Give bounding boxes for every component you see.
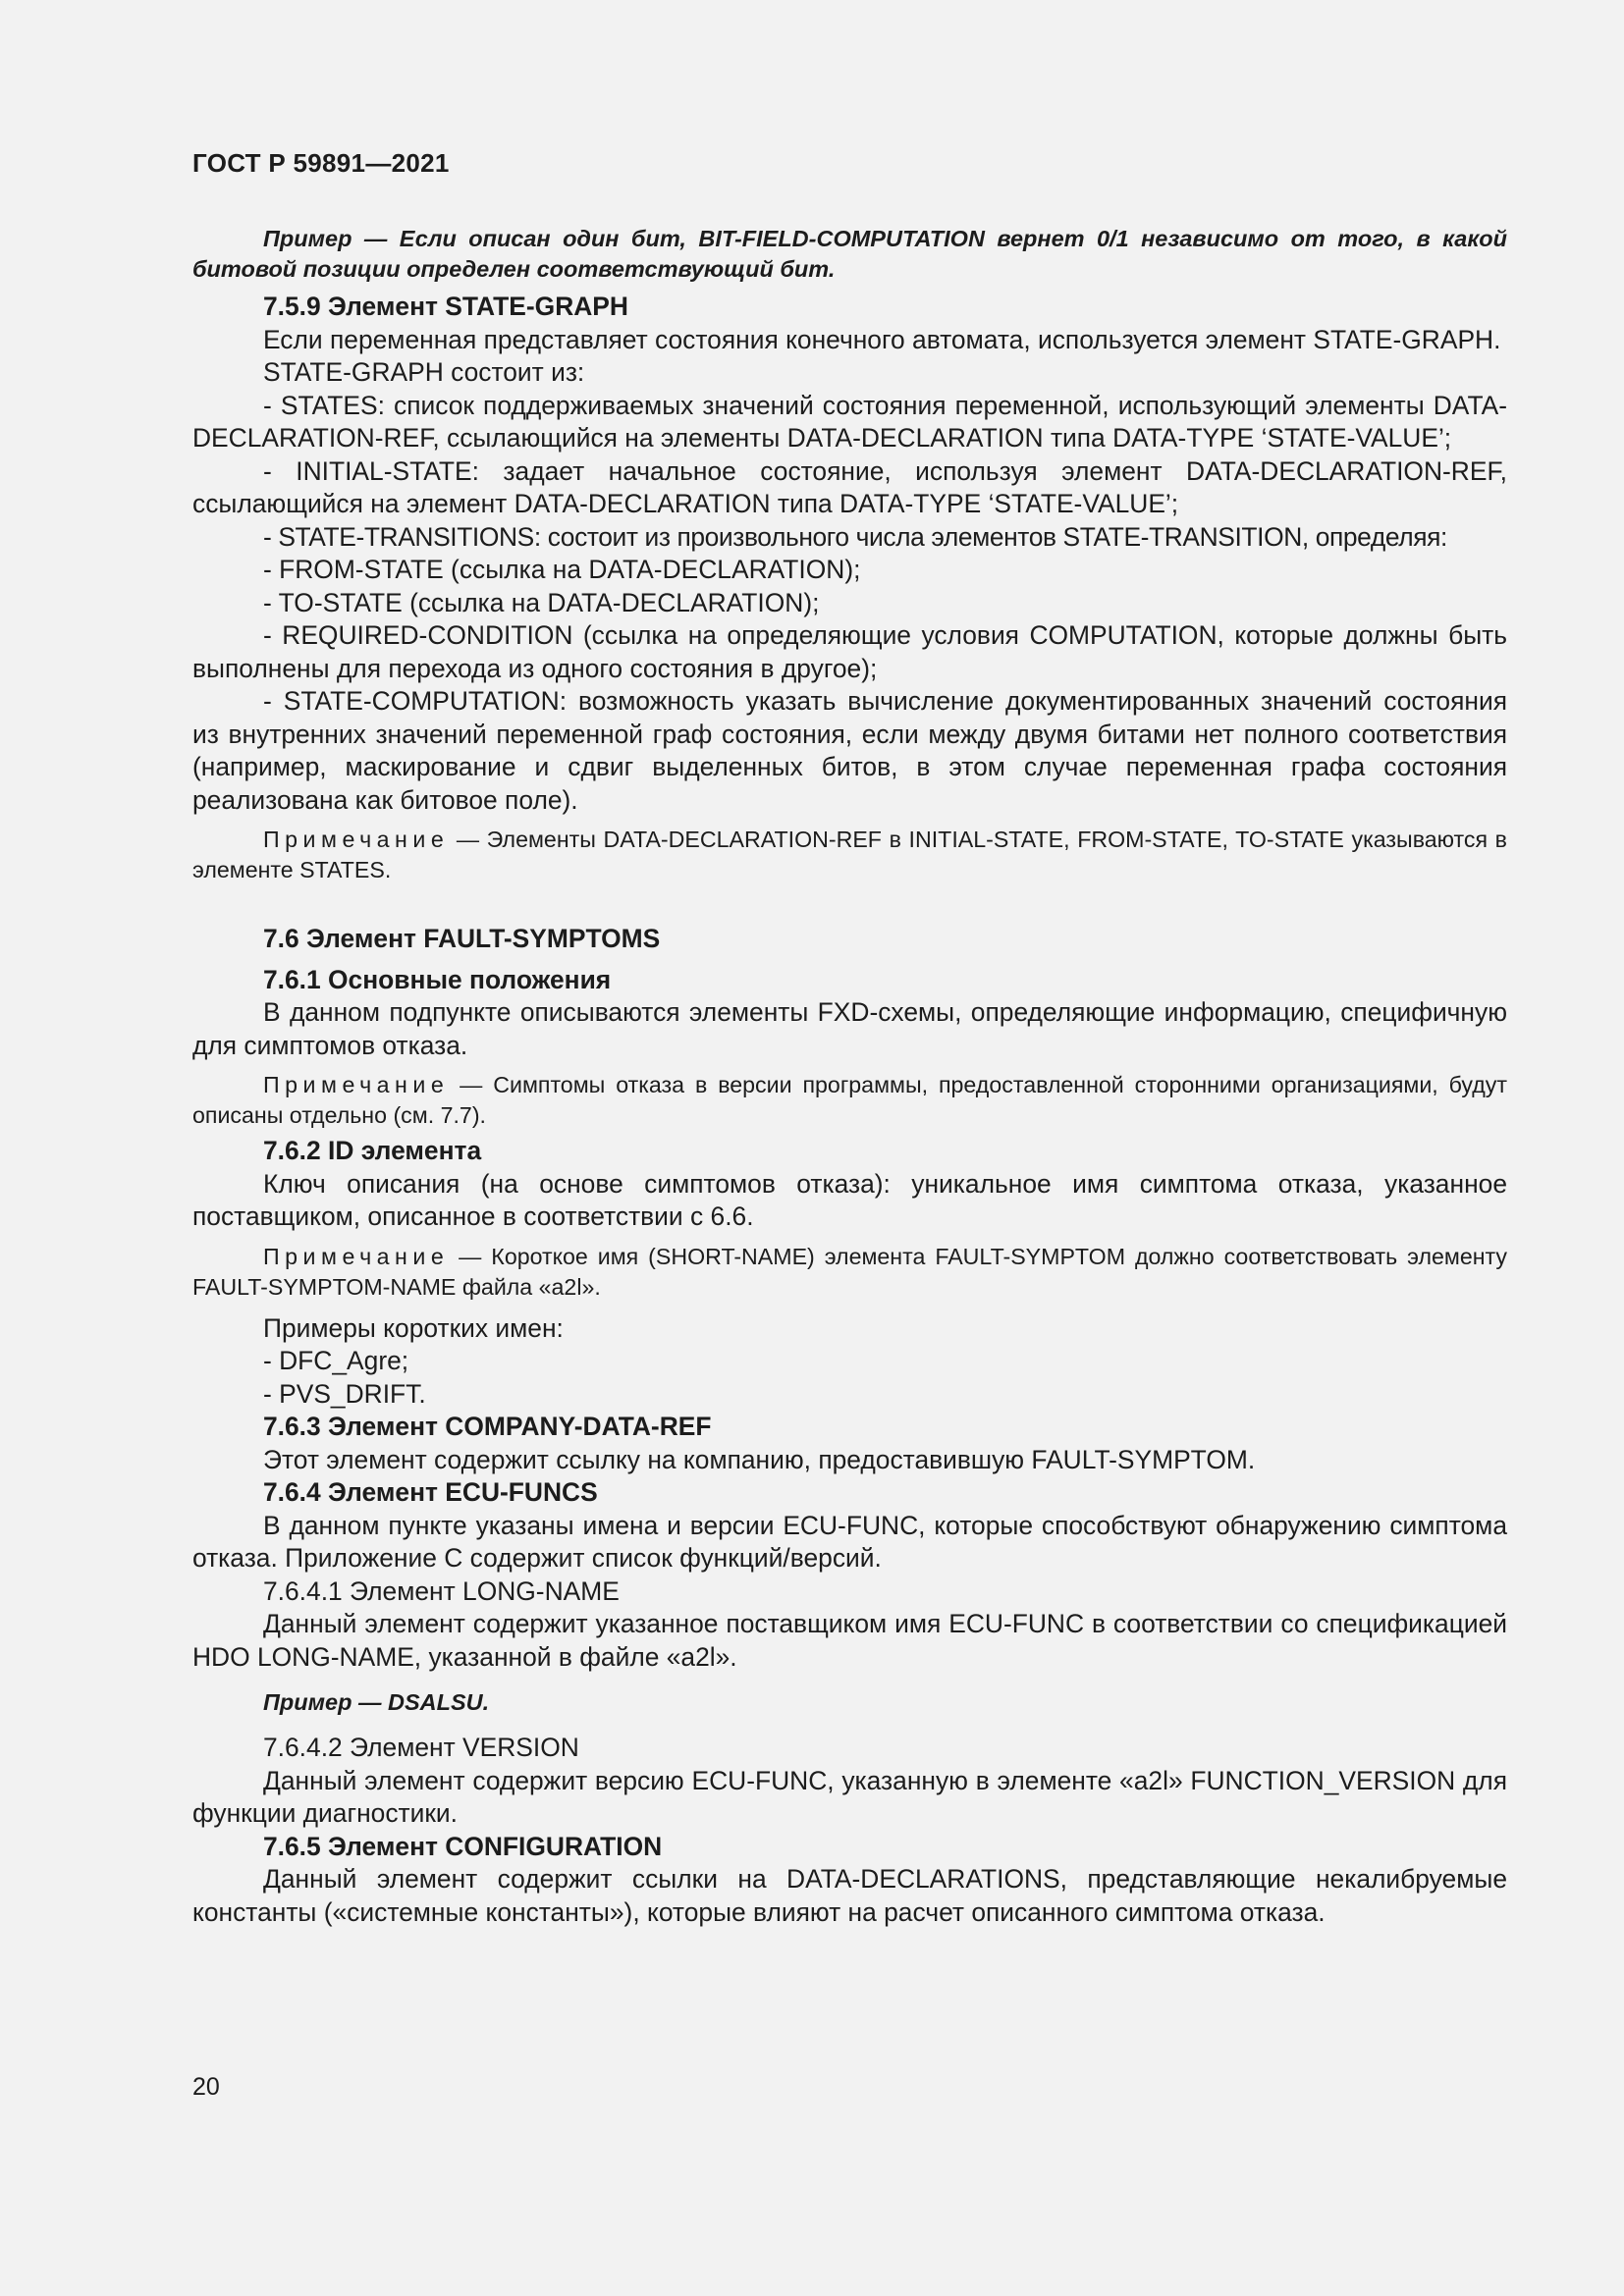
paragraph: Ключ описания (на основе симптомов отказа): уникальное имя симптома отказа, указанное поставщиком, описанное в соответствии с 6.6.: [192, 1168, 1507, 1231]
heading-7-6: 7.6 Элемент FAULT-SYMPTOMS: [263, 924, 661, 953]
paragraph: Данный элемент содержит указанное поставщиком имя ECU-FUNC в соответствии со спецификацией HDO LONG-NAME, указанной в файле «a2l».: [192, 1609, 1507, 1672]
paragraph: В данном подпункте описываются элементы FXD-схемы, определяющие информацию, специфичную для симптомов отказа.: [192, 997, 1507, 1060]
heading-7-5-9: 7.5.9 Элемент STATE-GRAPH: [263, 292, 628, 321]
note-label: Примечание: [263, 827, 450, 852]
heading-7-6-5: 7.6.5 Элемент CONFIGURATION: [263, 1831, 663, 1861]
heading-7-6-3: 7.6.3 Элемент COMPANY-DATA-REF: [263, 1412, 712, 1441]
note-text: — Симптомы отказа в версии программы, предоставленной сторонними организациями, будут описаны отдельно (см. 7.7).: [192, 1072, 1507, 1128]
paragraph: Примеры коротких имен:: [263, 1312, 564, 1343]
note-states: [192, 825, 1507, 885]
list-item: - FROM-STATE (ссылка на DATA-DECLARATION);: [263, 555, 861, 584]
note-short-name: [192, 1242, 1507, 1303]
heading-7-6-2: 7.6.2 ID элемента: [263, 1136, 482, 1165]
heading-7-6-4: 7.6.4 Элемент ECU-FUNCS: [263, 1477, 598, 1507]
paragraph: Данный элемент содержит ссылки на DATA-DECLARATIONS, представляющие некалибруемые константы («системные константы»), которые влияют на расчет описанного симптома отказа.: [192, 1864, 1507, 1927]
paragraph: Этот элемент содержит ссылку на компанию, предоставившую FAULT-SYMPTOM.: [263, 1444, 1256, 1474]
note-text: — Элементы DATA-DECLARATION-REF в INITIAL-STATE, FROM-STATE, TO-STATE указываются в элементе STATES.: [192, 827, 1507, 882]
list-item: - STATES: список поддерживаемых значений состояния переменной, использующий элементы DATA-DECLARATION-REF, ссылающийся на элементы DATA-DECLARATION типа DATA-TYPE ‘STATE-VALUE’;: [192, 390, 1507, 453]
document-header: ГОСТ Р 59891—2021: [192, 148, 450, 178]
page-number: 20: [192, 2073, 220, 2101]
list-item: - STATE-COMPUTATION: возможность указать вычисление документированных значений состояния из внутренних значений переменной граф состояния, если между двумя битами нет полного соответствия (например, маскирование и сдвиг выделенных битов, в этом случае переменная графа состояния реализована как битовое поле).: [192, 686, 1507, 815]
list-item: - DFC_Agre;: [263, 1346, 409, 1375]
list-item: - TO-STATE (ссылка на DATA-DECLARATION);: [263, 587, 820, 617]
page-content: [192, 224, 1507, 1929]
paragraph: В данном пункте указаны имена и версии ECU-FUNC, которые способствуют обнаружению симптома отказа. Приложение С содержит список функций/версий.: [192, 1510, 1507, 1573]
paragraph: STATE-GRAPH состоит из:: [263, 357, 585, 387]
list-item: - REQUIRED-CONDITION (ссылка на определяющие условия COMPUTATION, которые должны быть выполнены для перехода из одного состояния в другое);: [192, 620, 1507, 683]
list-item: - INITIAL-STATE: задает начальное состояние, используя элемент DATA-DECLARATION-REF, ссылающийся на элемент DATA-DECLARATION типа DATA-TYPE ‘STATE-VALUE’;: [192, 455, 1507, 518]
heading-7-6-4-2: 7.6.4.2 Элемент VERSION: [263, 1733, 579, 1762]
list-item: - STATE-TRANSITIONS: состоит из произвольного числа элементов STATE-TRANSITION, определяя:: [263, 521, 1447, 552]
note-label: Примечание: [263, 1072, 450, 1097]
note-symptoms: [192, 1070, 1507, 1131]
note-text: — Короткое имя (SHORT-NAME) элемента FAULT-SYMPTOM должно соответствовать элементу FAULT-SYMPTOM-NAME файла «a2l».: [192, 1243, 1507, 1300]
note-label: Примечание: [263, 1243, 450, 1269]
example-bit-field: Пример — Если описан один бит, BIT-FIELD-COMPUTATION вернет 0/1 независимо от того, в какой битовой позиции определен соответствующий бит.: [192, 226, 1507, 282]
example-dsalsu: Пример — DSALSU.: [263, 1689, 490, 1715]
heading-7-6-1: 7.6.1 Основные положения: [263, 964, 612, 994]
paragraph: Данный элемент содержит версию ECU-FUNC, указанную в элементе «a2l» FUNCTION_VERSION для функции диагностики.: [192, 1765, 1507, 1828]
paragraph: Если переменная представляет состояния конечного автомата, используется элемент STATE-GRAPH.: [263, 324, 1501, 354]
heading-7-6-4-1: 7.6.4.1 Элемент LONG-NAME: [263, 1575, 620, 1606]
list-item: - PVS_DRIFT.: [263, 1378, 426, 1409]
